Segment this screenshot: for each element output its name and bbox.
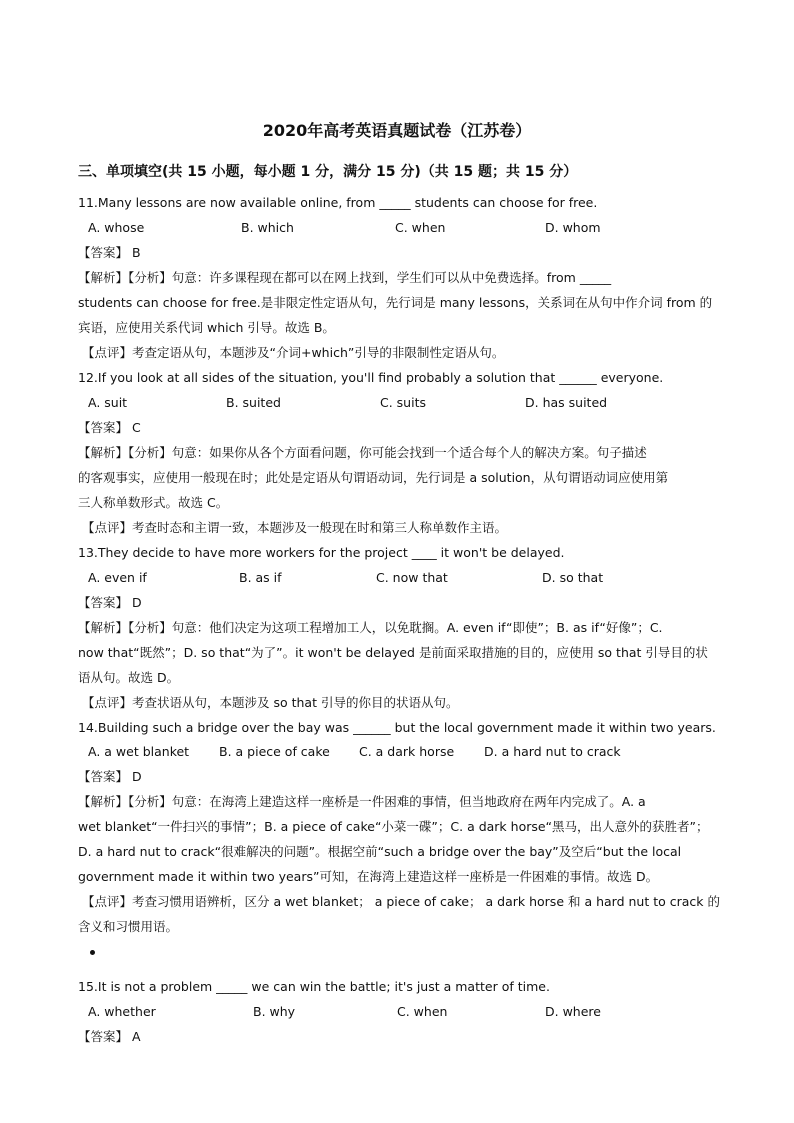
q15-option-a: A. whether xyxy=(88,1004,156,1019)
q13-comment: 【点评】考查状语从句，本题涉及 so that 引导的你目的状语从句。 xyxy=(82,695,459,710)
q15-option-b: B. why xyxy=(253,1004,296,1019)
q14-option-b: B. a piece of cake xyxy=(219,744,330,759)
q11-analysis-line: 【解析】【分析】句意：许多课程现在都可以在网上找到，学生们可以从中免费选择。from _____ xyxy=(78,270,612,285)
q13-option-d: D. so that xyxy=(542,570,604,585)
q12-option-a: A. suit xyxy=(88,395,128,410)
q14-analysis-line: 【解析】【分析】句意：在海湾上建造这样一座桥是一件困难的事情，但当地政府在两年内完成了。A. a xyxy=(78,794,646,809)
q14-analysis-line: government made it within two years”可知，在海湾上建造这样一座桥是一件困难的事情。故选 D。 xyxy=(78,869,659,884)
q12-analysis-line: 【解析】【分析】句意：如果你从各个方面看问题，你可能会找到一个适合每个人的解决方案。句子描述 xyxy=(78,445,647,460)
q13-analysis-line: 语从句。故选 D。 xyxy=(78,670,180,685)
q11-option-c: C. when xyxy=(395,220,446,235)
q12-comment: 【点评】考查时态和主谓一致，本题涉及一般现在时和第三人称单数作主语。 xyxy=(82,520,508,535)
q14-analysis-line: wet blanket“一件扫兴的事情”；B. a piece of cake“小菜一碟”；C. a dark horse“黑马，出人意外的获胜者”； xyxy=(78,819,709,834)
q13-answer: 【答案】 D xyxy=(78,595,142,610)
q11-answer: 【答案】 B xyxy=(78,245,141,260)
q14-option-a: A. a wet blanket xyxy=(88,744,190,759)
q12-option-b: B. suited xyxy=(226,395,281,410)
q13-option-c: C. now that xyxy=(376,570,448,585)
q14-option-c: C. a dark horse xyxy=(359,744,455,759)
q11-analysis-line: 宾语，应使用关系代词 which 引导。故选 B。 xyxy=(78,320,335,335)
q14-comment: 含义和习惯用语。 xyxy=(78,919,179,934)
q12-analysis-line: 三人称单数形式。故选 C。 xyxy=(78,495,229,510)
question-13-stem: 13.They decide to have more workers for the project ____ it won't be delayed. xyxy=(78,545,565,560)
q13-option-b: B. as if xyxy=(239,570,282,585)
q14-option-d: D. a hard nut to crack xyxy=(484,744,621,759)
q11-option-d: D. whom xyxy=(545,220,601,235)
q13-analysis-line: 【解析】【分析】句意：他们决定为这项工程增加工人，以免耽搁。A. even if“即使”；B. as if“好像”；C. xyxy=(78,620,663,635)
q14-answer: 【答案】 D xyxy=(78,769,142,784)
q12-analysis-line: 的客观事实，应使用一般现在时；此处是定语从句谓语动词，先行词是 a solution，从句谓语动词应使用第 xyxy=(78,470,669,485)
q13-option-a: A. even if xyxy=(88,570,147,585)
section-heading: 三、单项填空(共 15 小题，每小题 1 分，满分 15 分)（共 15 题；共 15 分） xyxy=(78,164,578,180)
question-11-stem: 11.Many lessons are now available online, from _____ students can choose for free. xyxy=(78,195,598,210)
q14-analysis-line: D. a hard nut to crack“很难解决的问题”。根据空前“such a bridge over the bay”及空后“but the local xyxy=(78,844,682,859)
q14-comment: 【点评】考查习惯用语辨析，区分 a wet blanket； a piece of cake； a dark horse 和 a hard nut to crack 的 xyxy=(82,894,721,909)
q15-option-d: D. where xyxy=(545,1004,601,1019)
q13-analysis-line: now that“既然”；D. so that“为了”。it won't be delayed 是前面采取措施的目的，应使用 so that 引导目的状 xyxy=(78,645,708,660)
question-12-stem: 12.If you look at all sides of the situation, you'll find probably a solution that ______ everyone. xyxy=(78,370,664,385)
q12-option-d: D. has suited xyxy=(525,395,608,410)
q12-answer: 【答案】 C xyxy=(78,420,141,435)
q11-option-a: A. whose xyxy=(88,220,145,235)
q11-analysis-line: students can choose for free.是非限定性定语从句，先行词是 many lessons，关系词在从句中作介词 from 的 xyxy=(78,295,713,310)
q15-option-c: C. when xyxy=(397,1004,448,1019)
page-title: 2020年高考英语真题试卷（江苏卷） xyxy=(262,121,532,140)
q11-option-b: B. which xyxy=(241,220,294,235)
q12-option-c: C. suits xyxy=(380,395,426,410)
q15-answer: 【答案】 A xyxy=(78,1029,141,1044)
question-14-stem: 14.Building such a bridge over the bay was ______ but the local government made it within two years. xyxy=(78,720,716,735)
question-15-stem: 15.It is not a problem _____ we can win the battle; it's just a matter of time. xyxy=(78,979,550,994)
q11-comment: 【点评】考查定语从句，本题涉及“介词+which”引导的非限制性定语从句。 xyxy=(82,345,505,360)
bullet-dot xyxy=(90,950,95,955)
